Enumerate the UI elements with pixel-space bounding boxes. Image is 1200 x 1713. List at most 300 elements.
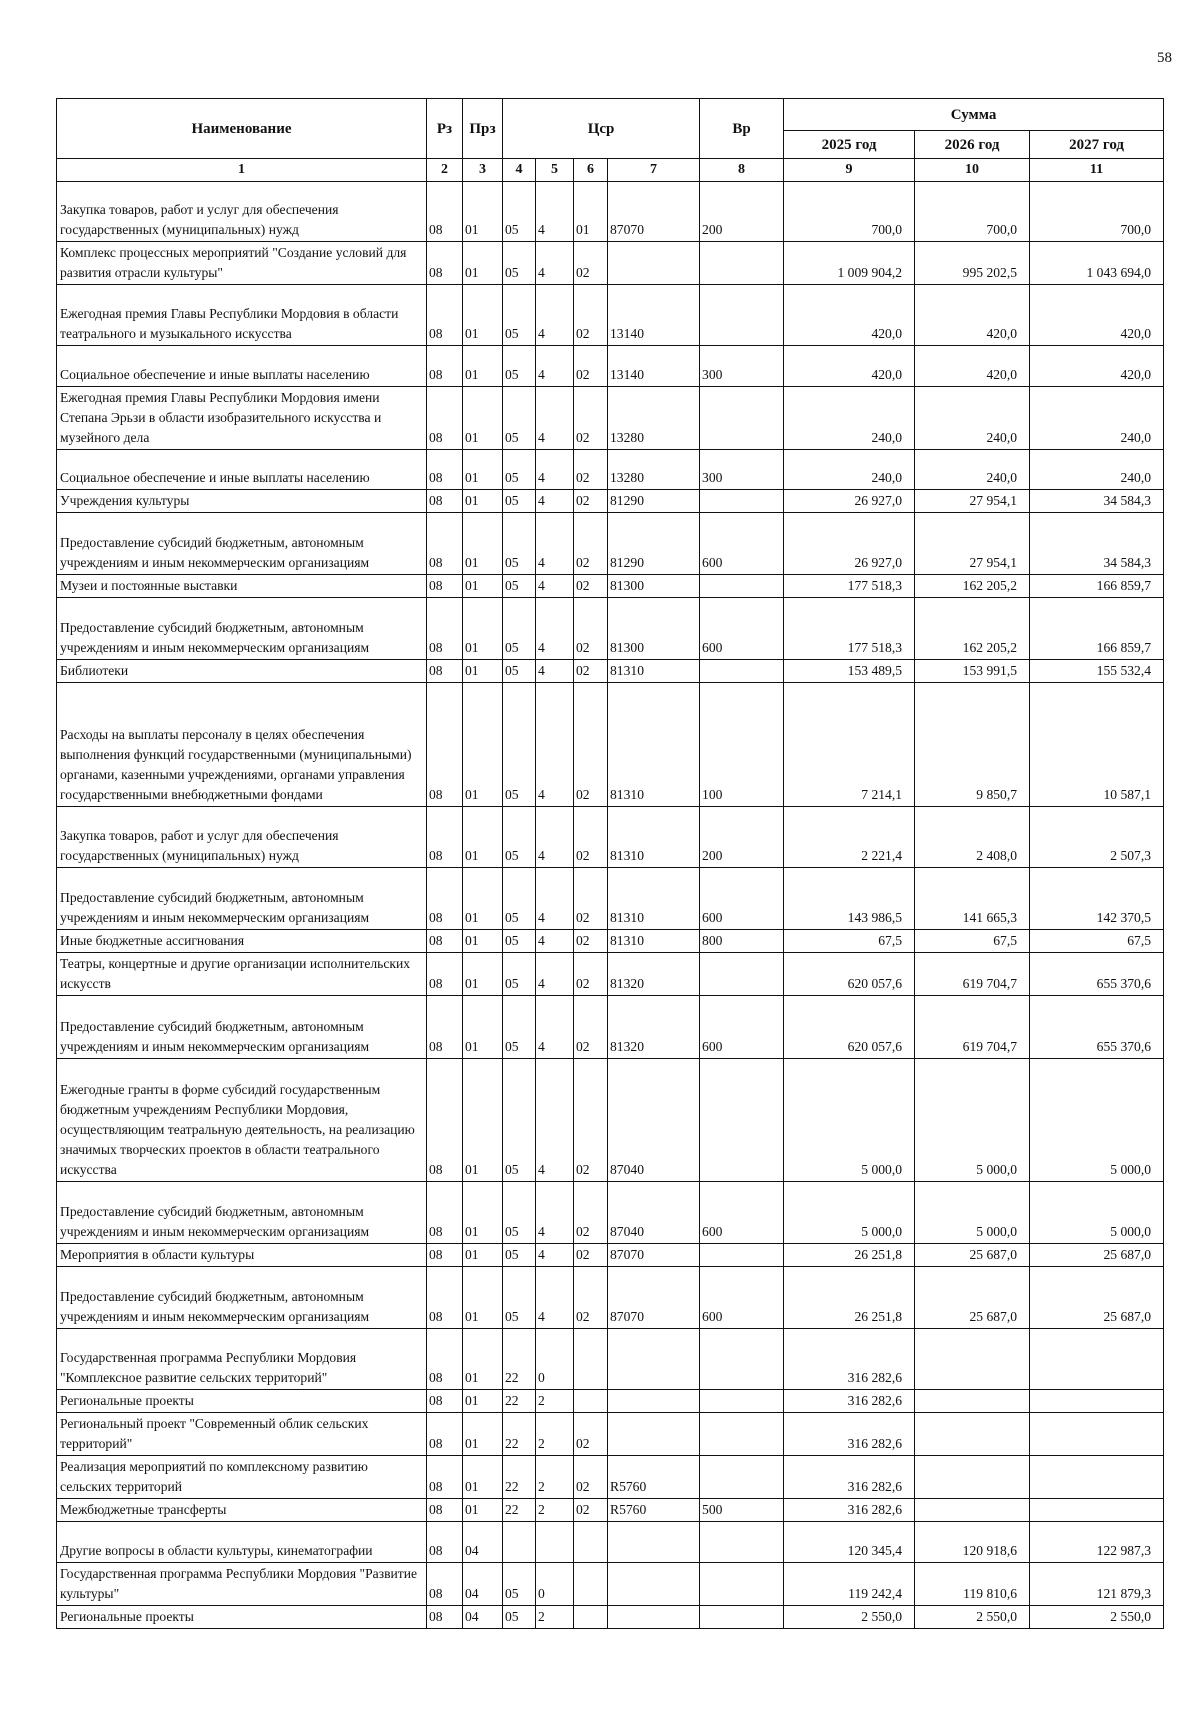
row-prz: 01 [463, 1244, 503, 1267]
column-number-row [57, 159, 1164, 182]
row-vr [700, 285, 784, 346]
row-cer-direction: 81310 [608, 683, 700, 807]
row-name: Библиотеки [57, 660, 427, 683]
row-sum-2026: 27 954,1 [915, 513, 1030, 575]
row-rz: 08 [427, 1182, 463, 1244]
row-sum-2027: 121 879,3 [1030, 1563, 1164, 1606]
column-number-cell: 8 [700, 159, 784, 182]
table-row [57, 1244, 1164, 1267]
row-cer-direction: 81310 [608, 930, 700, 953]
row-cer-event: 02 [574, 953, 608, 996]
row-sum-2025: 2 221,4 [784, 807, 915, 868]
row-vr: 600 [700, 996, 784, 1059]
row-sum-2027: 10 587,1 [1030, 683, 1164, 807]
table-row [57, 1413, 1164, 1456]
row-cer-program: 05 [503, 182, 536, 242]
row-sum-2026: 9 850,7 [915, 683, 1030, 807]
row-rz: 08 [427, 513, 463, 575]
row-cer-type: 4 [536, 513, 574, 575]
row-sum-2025: 240,0 [784, 450, 915, 490]
row-cer-event: 01 [574, 182, 608, 242]
row-vr [700, 242, 784, 285]
row-sum-2025: 119 242,4 [784, 1563, 915, 1606]
row-sum-2025: 26 927,0 [784, 490, 915, 513]
row-prz: 01 [463, 1059, 503, 1182]
row-rz: 08 [427, 1244, 463, 1267]
row-cer-type: 2 [536, 1499, 574, 1522]
row-cer-direction: 13140 [608, 285, 700, 346]
row-rz: 08 [427, 660, 463, 683]
row-cer-program: 05 [503, 807, 536, 868]
row-vr: 200 [700, 182, 784, 242]
row-prz: 01 [463, 182, 503, 242]
row-name: Ежегодные гранты в форме субсидий государственным бюджетным учреждениям Республики Мордовия, осуществляющим театральную деятельность, на реализацию значимых творческих проектов в области театрального искусства [57, 1059, 427, 1182]
row-rz: 08 [427, 1522, 463, 1563]
row-cer-event: 02 [574, 1413, 608, 1456]
header-year-2025: 2025 год [784, 131, 915, 159]
row-sum-2025: 143 986,5 [784, 868, 915, 930]
row-name: Государственная программа Республики Мордовия "Комплексное развитие сельских территорий" [57, 1329, 427, 1390]
column-number-cell: 11 [1030, 159, 1164, 182]
row-cer-direction: 81310 [608, 660, 700, 683]
row-name: Расходы на выплаты персоналу в целях обеспечения выполнения функций государственными (муниципальными) органами, казенными учреждениями, органами управления государственными внебюджетными фондами [57, 683, 427, 807]
row-sum-2026: 2 408,0 [915, 807, 1030, 868]
row-cer-program: 05 [503, 490, 536, 513]
row-sum-2026: 5 000,0 [915, 1059, 1030, 1182]
row-sum-2026: 119 810,6 [915, 1563, 1030, 1606]
column-number-cell: 10 [915, 159, 1030, 182]
row-sum-2026 [915, 1413, 1030, 1456]
table-row [57, 1563, 1164, 1606]
row-prz: 01 [463, 575, 503, 598]
row-cer-program: 05 [503, 598, 536, 660]
row-cer-type: 4 [536, 930, 574, 953]
row-sum-2026 [915, 1499, 1030, 1522]
row-cer-event: 02 [574, 285, 608, 346]
row-sum-2026: 162 205,2 [915, 575, 1030, 598]
row-rz: 08 [427, 953, 463, 996]
row-prz: 01 [463, 346, 503, 387]
row-sum-2027 [1030, 1499, 1164, 1522]
row-prz: 04 [463, 1522, 503, 1563]
row-prz: 01 [463, 1390, 503, 1413]
row-cer-direction: 81310 [608, 868, 700, 930]
row-cer-program: 22 [503, 1413, 536, 1456]
row-vr: 600 [700, 868, 784, 930]
row-cer-direction: R5760 [608, 1456, 700, 1499]
row-cer-event: 02 [574, 930, 608, 953]
row-name: Региональные проекты [57, 1390, 427, 1413]
row-cer-program: 22 [503, 1499, 536, 1522]
row-prz: 01 [463, 930, 503, 953]
table-row [57, 930, 1164, 953]
table-row [57, 1267, 1164, 1329]
row-sum-2027: 240,0 [1030, 387, 1164, 450]
row-sum-2026: 619 704,7 [915, 996, 1030, 1059]
row-cer-program: 05 [503, 1244, 536, 1267]
row-sum-2025: 67,5 [784, 930, 915, 953]
row-cer-event: 02 [574, 807, 608, 868]
table-row [57, 1329, 1164, 1390]
row-cer-direction [608, 1606, 700, 1629]
row-name: Предоставление субсидий бюджетным, автономным учреждениям и иным некоммерческим организациям [57, 598, 427, 660]
row-prz: 01 [463, 1413, 503, 1456]
row-vr: 600 [700, 513, 784, 575]
row-cer-direction: 81290 [608, 513, 700, 575]
row-vr: 500 [700, 1499, 784, 1522]
row-sum-2026: 700,0 [915, 182, 1030, 242]
header-vr: Вр [700, 99, 784, 159]
row-cer-direction: R5760 [608, 1499, 700, 1522]
row-cer-direction: 87070 [608, 1244, 700, 1267]
row-sum-2027: 2 507,3 [1030, 807, 1164, 868]
table-body [57, 182, 1164, 1629]
row-sum-2027: 34 584,3 [1030, 513, 1164, 575]
row-prz: 01 [463, 660, 503, 683]
table-row [57, 450, 1164, 490]
column-number-cell: 6 [574, 159, 608, 182]
row-cer-type: 4 [536, 868, 574, 930]
row-cer-event: 02 [574, 513, 608, 575]
row-name: Иные бюджетные ассигнования [57, 930, 427, 953]
row-sum-2027: 25 687,0 [1030, 1267, 1164, 1329]
row-cer-program: 05 [503, 1182, 536, 1244]
row-name: Социальное обеспечение и иные выплаты населению [57, 346, 427, 387]
row-name: Закупка товаров, работ и услуг для обеспечения государственных (муниципальных) нужд [57, 807, 427, 868]
row-vr [700, 1329, 784, 1390]
row-sum-2027: 420,0 [1030, 285, 1164, 346]
row-sum-2027: 2 550,0 [1030, 1606, 1164, 1629]
row-name: Предоставление субсидий бюджетным, автономным учреждениям и иным некоммерческим организациям [57, 513, 427, 575]
row-rz: 08 [427, 242, 463, 285]
row-cer-program: 05 [503, 868, 536, 930]
row-sum-2025: 5 000,0 [784, 1059, 915, 1182]
row-cer-direction [608, 1522, 700, 1563]
row-cer-event [574, 1390, 608, 1413]
row-prz: 01 [463, 953, 503, 996]
header-sum: Сумма [784, 99, 1164, 131]
row-sum-2026: 120 918,6 [915, 1522, 1030, 1563]
row-sum-2025: 26 251,8 [784, 1244, 915, 1267]
row-prz: 04 [463, 1563, 503, 1606]
row-sum-2025: 700,0 [784, 182, 915, 242]
row-rz: 08 [427, 1563, 463, 1606]
row-cer-type: 4 [536, 683, 574, 807]
table-row [57, 660, 1164, 683]
row-sum-2025: 26 927,0 [784, 513, 915, 575]
row-cer-type: 4 [536, 1244, 574, 1267]
row-cer-type: 4 [536, 1267, 574, 1329]
row-cer-type: 2 [536, 1456, 574, 1499]
row-sum-2026: 25 687,0 [915, 1244, 1030, 1267]
row-sum-2027: 655 370,6 [1030, 953, 1164, 996]
row-sum-2027: 5 000,0 [1030, 1059, 1164, 1182]
row-vr [700, 1244, 784, 1267]
row-name: Учреждения культуры [57, 490, 427, 513]
row-cer-type: 2 [536, 1606, 574, 1629]
row-cer-type: 4 [536, 1182, 574, 1244]
row-cer-program: 05 [503, 1606, 536, 1629]
row-sum-2027: 655 370,6 [1030, 996, 1164, 1059]
row-sum-2026: 2 550,0 [915, 1606, 1030, 1629]
row-cer-event: 02 [574, 598, 608, 660]
row-name: Ежегодная премия Главы Республики Мордовия имени Степана Эрьзи в области изобразительного искусства и музейного дела [57, 387, 427, 450]
row-cer-program: 05 [503, 1059, 536, 1182]
row-rz: 08 [427, 1390, 463, 1413]
row-cer-program: 05 [503, 285, 536, 346]
row-vr [700, 1456, 784, 1499]
row-name: Предоставление субсидий бюджетным, автономным учреждениям и иным некоммерческим организациям [57, 868, 427, 930]
row-name: Межбюджетные трансферты [57, 1499, 427, 1522]
row-sum-2027: 166 859,7 [1030, 575, 1164, 598]
row-vr [700, 387, 784, 450]
row-sum-2027 [1030, 1329, 1164, 1390]
row-sum-2026: 141 665,3 [915, 868, 1030, 930]
header-rz: Рз [427, 99, 463, 159]
row-cer-program: 05 [503, 1267, 536, 1329]
row-sum-2025: 2 550,0 [784, 1606, 915, 1629]
row-cer-program: 05 [503, 660, 536, 683]
row-prz: 01 [463, 1182, 503, 1244]
row-rz: 08 [427, 1413, 463, 1456]
row-sum-2027: 5 000,0 [1030, 1182, 1164, 1244]
row-cer-program: 05 [503, 683, 536, 807]
row-cer-type: 0 [536, 1563, 574, 1606]
row-cer-event: 02 [574, 346, 608, 387]
row-cer-event: 02 [574, 1244, 608, 1267]
row-cer-type: 4 [536, 450, 574, 490]
row-prz: 01 [463, 285, 503, 346]
row-rz: 08 [427, 1059, 463, 1182]
row-cer-event: 02 [574, 1182, 608, 1244]
row-name: Мероприятия в области культуры [57, 1244, 427, 1267]
row-sum-2027 [1030, 1456, 1164, 1499]
row-cer-program: 05 [503, 996, 536, 1059]
row-rz: 08 [427, 490, 463, 513]
row-name: Театры, концертные и другие организации исполнительских искусств [57, 953, 427, 996]
row-sum-2025: 7 214,1 [784, 683, 915, 807]
row-cer-direction: 87040 [608, 1059, 700, 1182]
column-number-cell: 4 [503, 159, 536, 182]
row-sum-2027: 240,0 [1030, 450, 1164, 490]
table-row [57, 1456, 1164, 1499]
row-cer-event: 02 [574, 387, 608, 450]
row-rz: 08 [427, 1499, 463, 1522]
row-cer-direction: 81320 [608, 953, 700, 996]
row-cer-event [574, 1606, 608, 1629]
row-sum-2025: 316 282,6 [784, 1456, 915, 1499]
row-prz: 01 [463, 1499, 503, 1522]
row-cer-direction: 81300 [608, 598, 700, 660]
row-cer-direction [608, 242, 700, 285]
row-sum-2025: 420,0 [784, 346, 915, 387]
row-sum-2025: 316 282,6 [784, 1499, 915, 1522]
row-sum-2027: 1 043 694,0 [1030, 242, 1164, 285]
row-sum-2026: 5 000,0 [915, 1182, 1030, 1244]
row-sum-2025: 5 000,0 [784, 1182, 915, 1244]
row-vr [700, 1606, 784, 1629]
row-vr: 600 [700, 598, 784, 660]
row-prz: 01 [463, 683, 503, 807]
row-cer-type: 4 [536, 346, 574, 387]
row-prz: 01 [463, 868, 503, 930]
row-sum-2025: 620 057,6 [784, 996, 915, 1059]
row-name: Предоставление субсидий бюджетным, автономным учреждениям и иным некоммерческим организациям [57, 1182, 427, 1244]
row-cer-event: 02 [574, 490, 608, 513]
row-vr: 300 [700, 450, 784, 490]
row-cer-type: 2 [536, 1390, 574, 1413]
row-prz: 01 [463, 598, 503, 660]
row-cer-event: 02 [574, 1456, 608, 1499]
column-number-cell: 7 [608, 159, 700, 182]
row-cer-direction [608, 1563, 700, 1606]
row-rz: 08 [427, 598, 463, 660]
row-sum-2027: 122 987,3 [1030, 1522, 1164, 1563]
row-cer-event [574, 1563, 608, 1606]
row-rz: 08 [427, 182, 463, 242]
table-row [57, 1059, 1164, 1182]
row-sum-2025: 120 345,4 [784, 1522, 915, 1563]
row-name: Комплекс процессных мероприятий "Создание условий для развития отрасли культуры" [57, 242, 427, 285]
row-cer-type: 4 [536, 575, 574, 598]
row-cer-type: 2 [536, 1413, 574, 1456]
row-rz: 08 [427, 346, 463, 387]
table-row [57, 683, 1164, 807]
row-rz: 08 [427, 450, 463, 490]
row-prz: 01 [463, 996, 503, 1059]
row-sum-2027: 155 532,4 [1030, 660, 1164, 683]
table-row [57, 285, 1164, 346]
row-sum-2025: 316 282,6 [784, 1413, 915, 1456]
row-cer-direction: 81320 [608, 996, 700, 1059]
row-vr [700, 660, 784, 683]
row-cer-type: 4 [536, 242, 574, 285]
row-sum-2027: 34 584,3 [1030, 490, 1164, 513]
row-vr: 600 [700, 1267, 784, 1329]
row-sum-2026: 619 704,7 [915, 953, 1030, 996]
row-sum-2027: 67,5 [1030, 930, 1164, 953]
table-row [57, 242, 1164, 285]
table-row [57, 182, 1164, 242]
row-cer-direction: 81300 [608, 575, 700, 598]
row-name: Ежегодная премия Главы Республики Мордовия в области театрального и музыкального искусства [57, 285, 427, 346]
row-sum-2025: 420,0 [784, 285, 915, 346]
row-prz: 01 [463, 1329, 503, 1390]
row-sum-2026: 153 991,5 [915, 660, 1030, 683]
table-row [57, 996, 1164, 1059]
row-prz: 01 [463, 513, 503, 575]
row-prz: 04 [463, 1606, 503, 1629]
row-cer-program: 22 [503, 1390, 536, 1413]
row-prz: 01 [463, 1456, 503, 1499]
row-sum-2027: 420,0 [1030, 346, 1164, 387]
row-rz: 08 [427, 1267, 463, 1329]
row-vr: 100 [700, 683, 784, 807]
row-sum-2025: 1 009 904,2 [784, 242, 915, 285]
row-prz: 01 [463, 450, 503, 490]
row-vr [700, 1413, 784, 1456]
row-sum-2026 [915, 1390, 1030, 1413]
row-vr: 300 [700, 346, 784, 387]
row-name: Региональные проекты [57, 1606, 427, 1629]
row-sum-2025: 177 518,3 [784, 598, 915, 660]
row-vr [700, 575, 784, 598]
row-vr: 600 [700, 1182, 784, 1244]
row-name: Государственная программа Республики Мордовия "Развитие культуры" [57, 1563, 427, 1606]
table-row [57, 1499, 1164, 1522]
row-rz: 08 [427, 285, 463, 346]
row-cer-event: 02 [574, 242, 608, 285]
row-rz: 08 [427, 1456, 463, 1499]
row-prz: 01 [463, 387, 503, 450]
row-cer-direction: 13280 [608, 387, 700, 450]
header-year-2027: 2027 год [1030, 131, 1164, 159]
row-vr [700, 1059, 784, 1182]
row-cer-direction: 81310 [608, 807, 700, 868]
row-prz: 01 [463, 1267, 503, 1329]
row-cer-program: 05 [503, 346, 536, 387]
row-vr [700, 1390, 784, 1413]
table-row [57, 1390, 1164, 1413]
table-row [57, 346, 1164, 387]
row-prz: 01 [463, 807, 503, 868]
row-sum-2025: 620 057,6 [784, 953, 915, 996]
row-cer-event: 02 [574, 1499, 608, 1522]
row-vr: 200 [700, 807, 784, 868]
row-vr: 800 [700, 930, 784, 953]
column-number-cell: 5 [536, 159, 574, 182]
row-sum-2027: 700,0 [1030, 182, 1164, 242]
row-cer-program [503, 1522, 536, 1563]
row-cer-program: 05 [503, 953, 536, 996]
row-cer-event: 02 [574, 450, 608, 490]
row-rz: 08 [427, 683, 463, 807]
row-cer-program: 05 [503, 450, 536, 490]
row-rz: 08 [427, 387, 463, 450]
table-row [57, 1522, 1164, 1563]
row-sum-2027: 142 370,5 [1030, 868, 1164, 930]
row-cer-type: 4 [536, 996, 574, 1059]
row-sum-2026: 27 954,1 [915, 490, 1030, 513]
header-cer: Цср [503, 99, 700, 159]
row-vr [700, 953, 784, 996]
row-cer-direction [608, 1329, 700, 1390]
page-number: 58 [1157, 50, 1172, 66]
row-name: Предоставление субсидий бюджетным, автономным учреждениям и иным некоммерческим организациям [57, 996, 427, 1059]
table-row [57, 1606, 1164, 1629]
table-row [57, 513, 1164, 575]
row-rz: 08 [427, 807, 463, 868]
table-row [57, 387, 1164, 450]
row-rz: 08 [427, 1329, 463, 1390]
row-cer-type: 4 [536, 387, 574, 450]
row-vr [700, 490, 784, 513]
row-cer-program: 05 [503, 930, 536, 953]
row-cer-event [574, 1329, 608, 1390]
row-name: Другие вопросы в области культуры, кинематографии [57, 1522, 427, 1563]
row-cer-type: 0 [536, 1329, 574, 1390]
header-year-2026: 2026 год [915, 131, 1030, 159]
budget-table [56, 98, 1164, 1629]
row-cer-program: 05 [503, 1563, 536, 1606]
row-prz: 01 [463, 490, 503, 513]
row-cer-program: 22 [503, 1329, 536, 1390]
table-row [57, 575, 1164, 598]
table-row [57, 807, 1164, 868]
row-rz: 08 [427, 868, 463, 930]
row-cer-event: 02 [574, 868, 608, 930]
row-cer-event [574, 1522, 608, 1563]
